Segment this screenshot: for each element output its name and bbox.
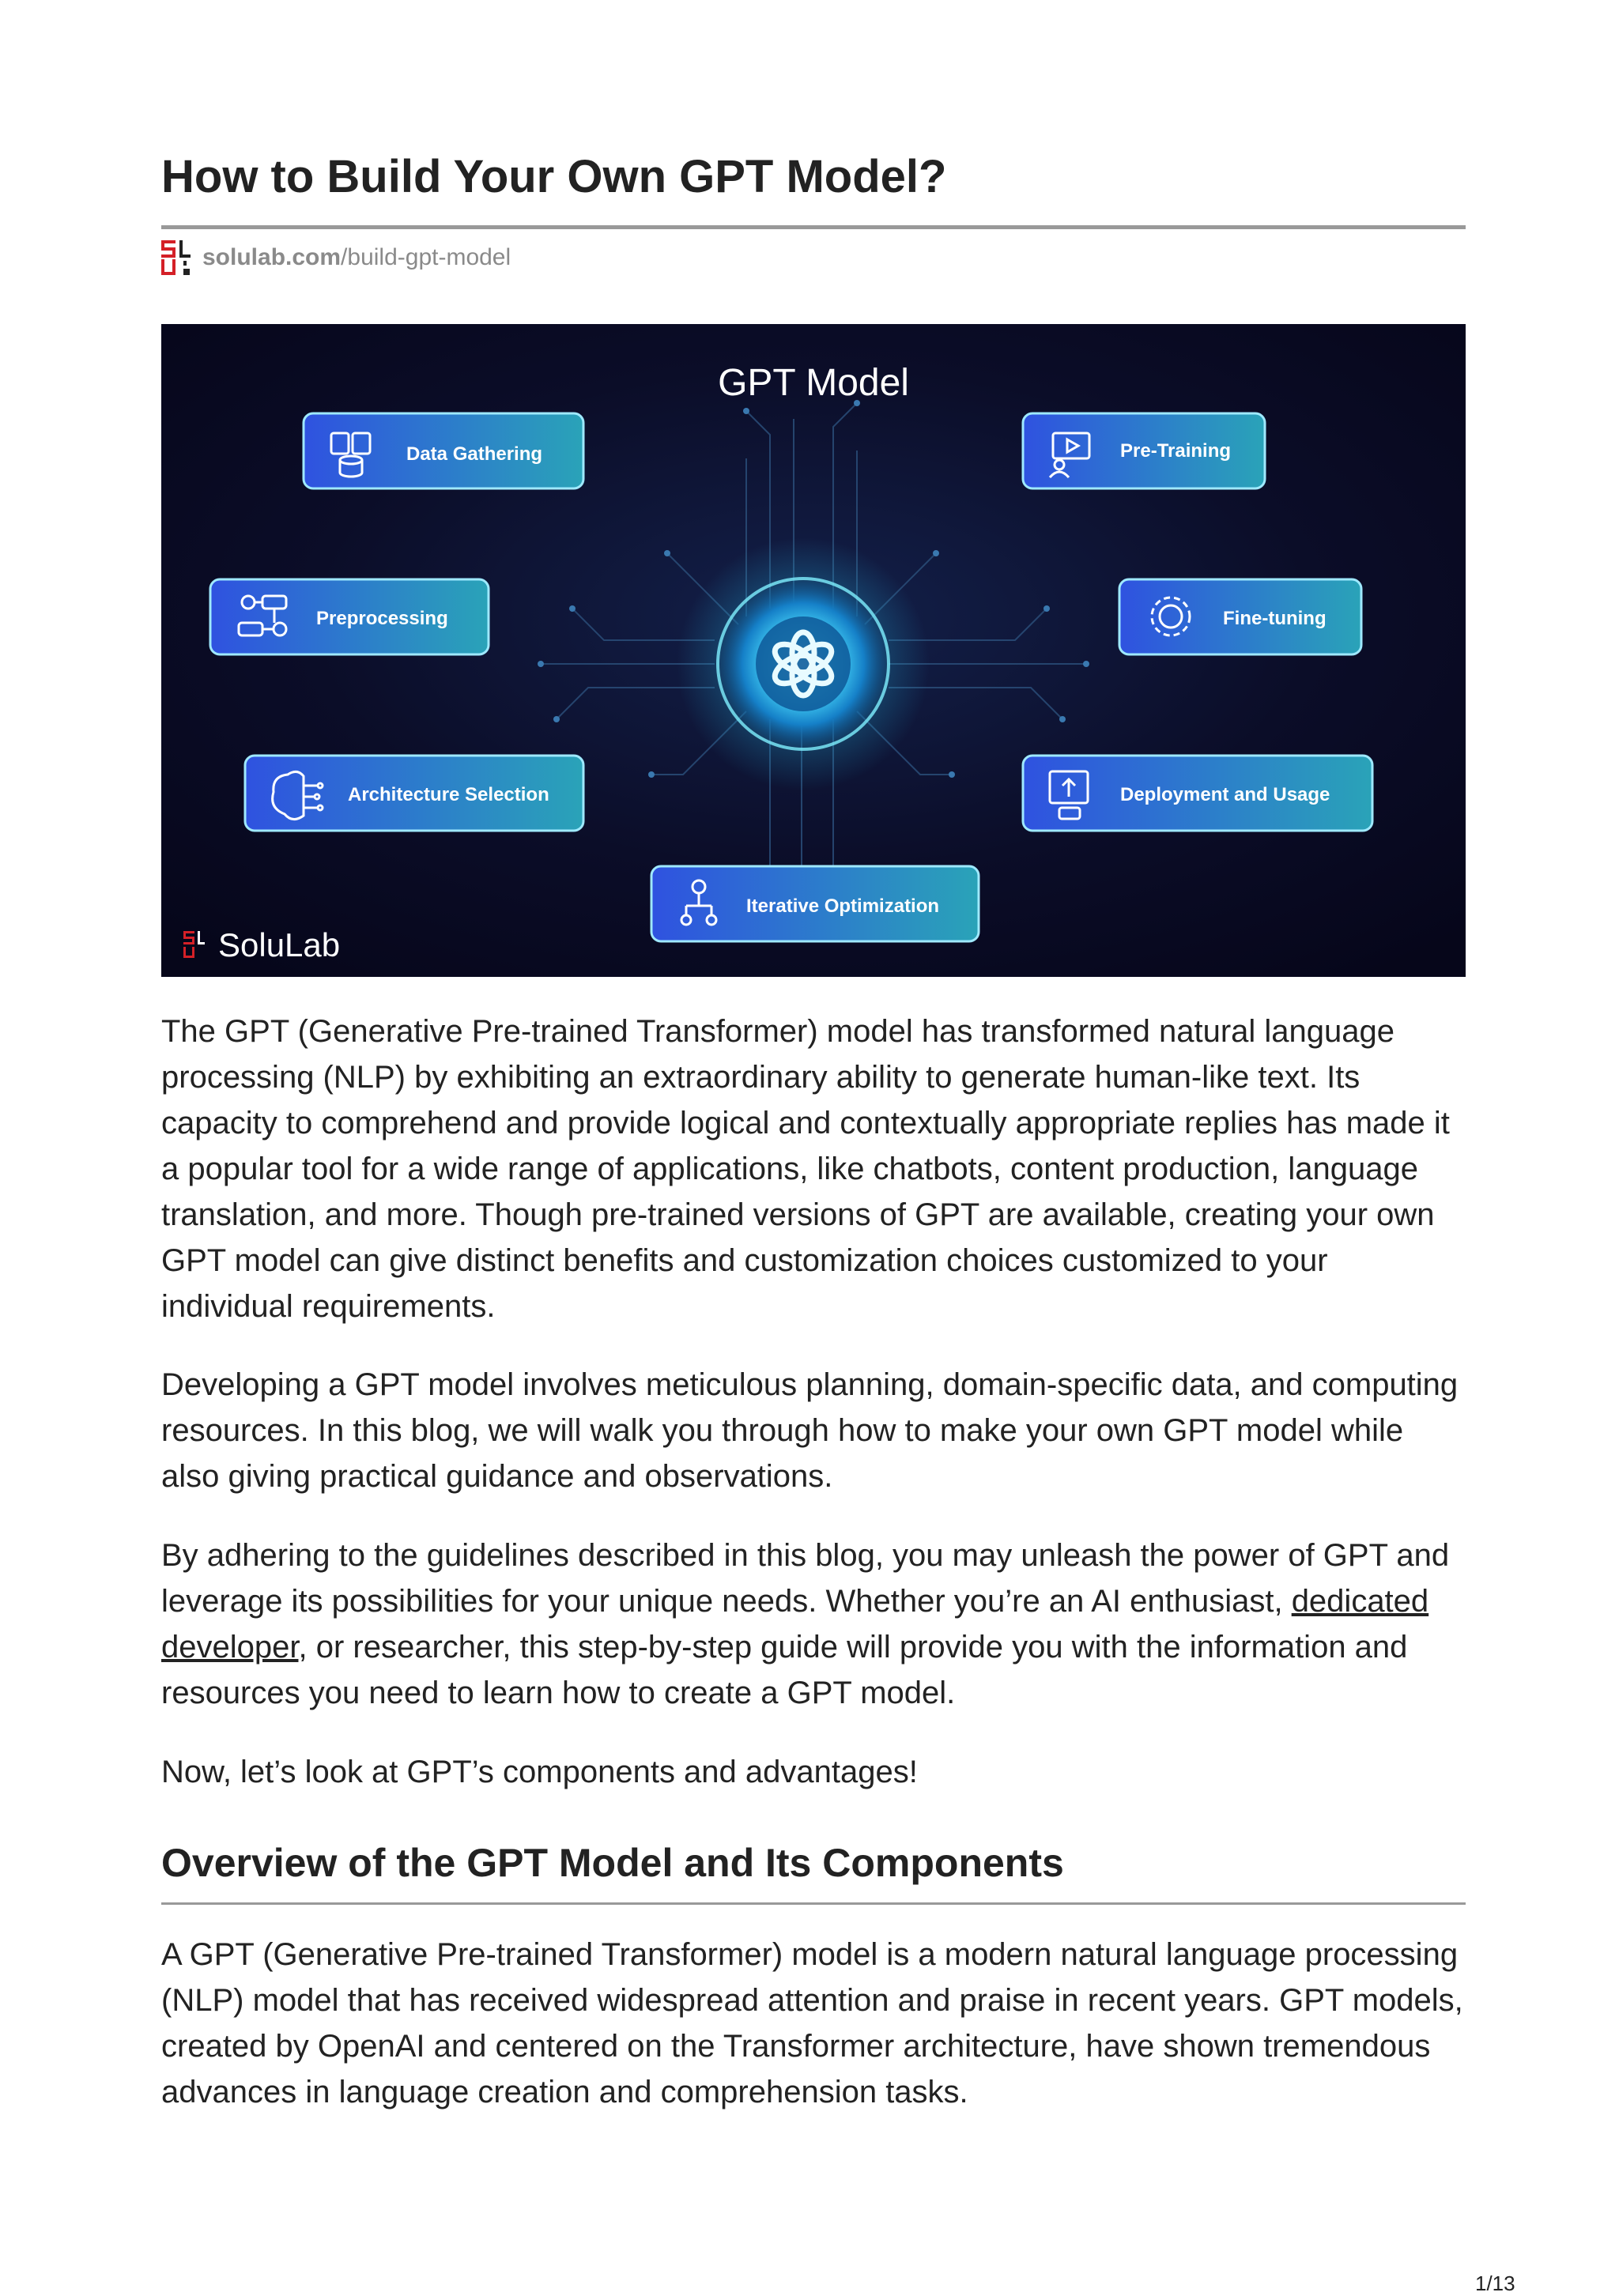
solulab-logo-icon [161,240,193,275]
brand-name: SoluLab [218,926,341,963]
step-label-fine-tuning: Fine-tuning [1223,608,1327,629]
section-divider [161,1902,1466,1905]
paragraph: Now, let’s look at GPT’s components and advantages! [161,1755,918,1789]
paragraph-text: By adhering to the guidelines described in this blog, you may unleash the power of GPT and leverage its possibilities for your unique needs. Whether you’re an AI enthusiast, [161,1538,1450,1619]
step-card-fine-tuning [1119,579,1361,654]
step-label-deployment-and-usage: Deployment and Usage [1120,784,1330,805]
step-card-preprocessing [210,579,489,654]
page-number: 1/13 [1475,2271,1515,2295]
source-path: /build-gpt-model [341,244,511,270]
step-label-data-gathering: Data Gathering [406,443,543,465]
dedicated-developer-link[interactable]: dedicated developer [161,1584,1429,1665]
gpt-model-infographic [161,324,1466,977]
step-card-pre-training [1023,413,1265,488]
section-heading: Overview of the GPT Model and Its Components [161,1841,1064,1885]
step-card-architecture-selection [245,756,583,831]
source-domain: solulab.com [202,244,342,270]
step-card-iterative-optimization [651,866,979,941]
paragraph: Developing a GPT model involves meticulous planning, domain-specific data, and computing resources. In this blog, we will walk you through how to make your own GPT model while also giving practical guidance and observations. [161,1367,1459,1494]
step-card-data-gathering [304,413,583,488]
paragraph: A GPT (Generative Pre-trained Transformer) model is a modern natural language processing (NLP) model that has received widespread attention and praise in recent years. GPT models, created by OpenAI and centered on the Transformer architecture, have shown tremendous advances in language creation and comprehension tasks. [161,1937,1463,2109]
step-label-iterative-optimization: Iterative Optimization [746,895,940,917]
step-label-preprocessing: Preprocessing [316,608,448,629]
step-card-deployment-and-usage [1023,756,1372,831]
paragraph [161,1533,1466,1716]
step-label-pre-training: Pre-Training [1120,440,1232,462]
title-divider [161,225,1466,229]
infographic-title: GPT Model [718,362,909,404]
step-label-architecture-selection: Architecture Selection [348,784,549,805]
paragraph-text: , or researcher, this step-by-step guide will provide you with the information and resources you need to learn how to create a GPT model. [161,1630,1408,1710]
paragraph: The GPT (Generative Pre-trained Transformer) model has transformed natural language processing (NLP) by exhibiting an extraordinary ability to generate human-like text. Its capacity to comprehend and provide logical and contextually appropriate replies has made it a popular tool for a wide range of applications, like chatbots, content production, language translation, and more. Though pre-trained versions of GPT are available, creating your own GPT model can give distinct benefits and customization choices customized to your individual requirements. [161,1014,1450,1324]
source-link[interactable] [161,240,511,275]
page-title: How to Build Your Own GPT Model? [161,151,947,202]
